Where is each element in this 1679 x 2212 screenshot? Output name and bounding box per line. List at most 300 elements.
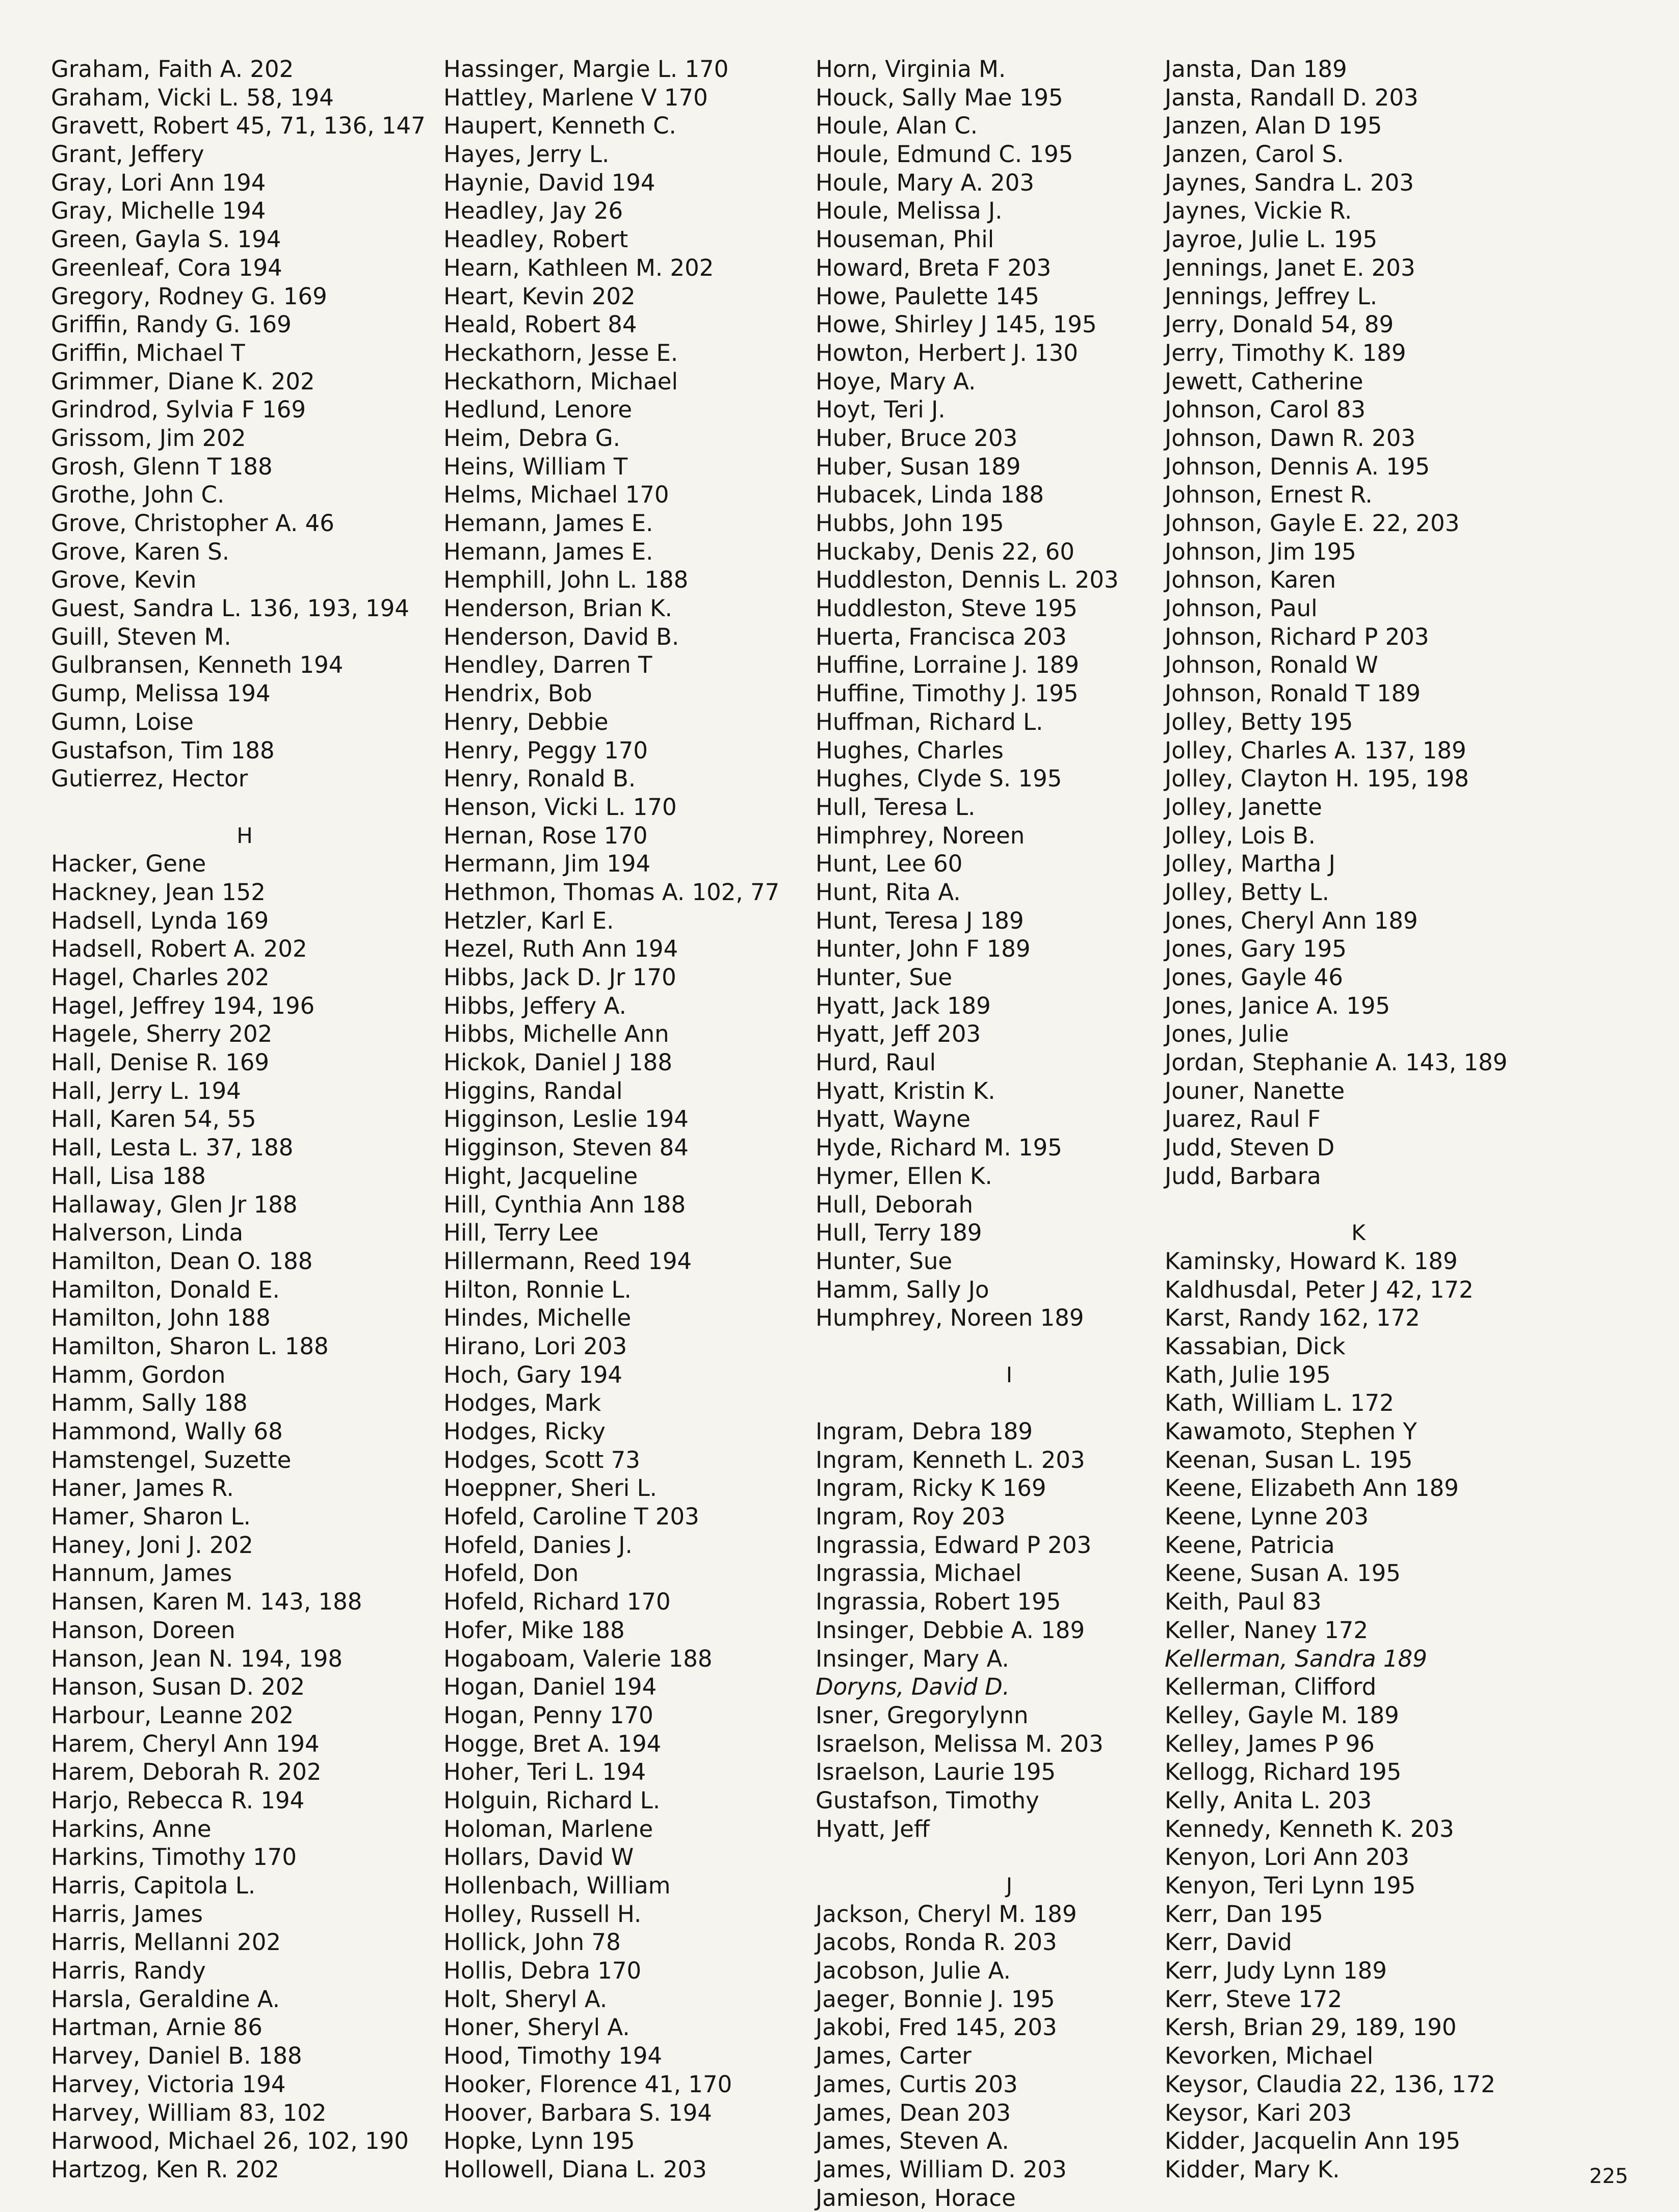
index-entry: Isner, Gregorylynn xyxy=(816,1701,1029,1729)
index-entry: Keene, Patricia xyxy=(1165,1531,1335,1559)
spacer xyxy=(1165,1191,1552,1219)
index-entry: Johnson, Karen xyxy=(1165,566,1336,594)
index-entry: Henry, Debbie xyxy=(443,708,609,735)
index-entry: Ingrassia, Edward P 203 xyxy=(816,1531,1092,1559)
index-entry: Ingrassia, Michael xyxy=(816,1560,1022,1587)
index-entry: Higginson, Steven 84 xyxy=(443,1134,689,1162)
index-entry: Harkins, Timothy 170 xyxy=(51,1844,297,1871)
index-entry: Hanson, Jean N. 194, 198 xyxy=(51,1645,343,1672)
index-entry: Hogge, Bret A. 194 xyxy=(443,1730,662,1757)
index-entry: Hearn, Kathleen M. 202 xyxy=(443,254,714,281)
index-entry: Heart, Kevin 202 xyxy=(443,282,636,310)
index-entry: Gravett, Robert 45, 71, 136, 147 xyxy=(51,112,426,140)
index-entry: Hendrix, Bob xyxy=(443,680,592,707)
index-entry: Himphrey, Noreen xyxy=(816,822,1025,849)
index-entry: Greenleaf, Cora 194 xyxy=(51,254,282,281)
index-entry: Jordan, Stephanie A. 143, 189 xyxy=(1165,1049,1508,1076)
index-entry: Jouner, Nanette xyxy=(1165,1077,1345,1104)
index-entry: Keller, Naney 172 xyxy=(1165,1616,1369,1644)
index-entry: Judd, Barbara xyxy=(1165,1162,1321,1190)
index-entry: Israelson, Laurie 195 xyxy=(816,1758,1056,1786)
index-entry: James, Steven A. xyxy=(816,2127,1009,2155)
index-entry: Hagele, Sherry 202 xyxy=(51,1020,273,1048)
index-entry: Houck, Sally Mae 195 xyxy=(816,84,1063,111)
index-entry: Hoover, Barbara S. 194 xyxy=(443,2099,712,2126)
index-entry: Hollenbach, William xyxy=(443,1872,671,1899)
index-entry: Jaynes, Sandra L. 203 xyxy=(1165,169,1414,196)
index-entry: Judd, Steven D xyxy=(1165,1134,1335,1162)
index-entry: Gumn, Loise xyxy=(51,708,194,735)
index-entry: Holoman, Marlene xyxy=(443,1815,653,1842)
index-entry: Hickok, Daniel J 188 xyxy=(443,1049,672,1076)
index-entry: Holley, Russell H. xyxy=(443,1900,642,1928)
index-entry: Hollars, David W xyxy=(443,1844,634,1871)
spacer xyxy=(816,1843,1203,1872)
index-entry: Keenan, Susan L. 195 xyxy=(1165,1446,1413,1473)
index-entry: Graham, Vicki L. 58, 194 xyxy=(51,84,334,111)
index-entry: Hurd, Raul xyxy=(816,1049,936,1076)
index-entry: Hoyt, Teri J. xyxy=(816,396,946,424)
index-entry: Harwood, Michael 26, 102, 190 xyxy=(51,2127,409,2155)
index-entry: Honer, Sheryl A. xyxy=(443,2014,630,2041)
index-entry: Haynie, David 194 xyxy=(443,169,655,196)
index-entry: Hyatt, Wayne xyxy=(816,1105,970,1133)
index-entry: Hall, Denise R. 169 xyxy=(51,1049,269,1076)
index-entry: Higginson, Leslie 194 xyxy=(443,1105,689,1133)
index-entry: Hirano, Lori 203 xyxy=(443,1332,627,1360)
index-entry: Heckathorn, Michael xyxy=(443,367,678,395)
index-entry: Hyatt, Kristin K. xyxy=(816,1077,995,1104)
index-entry: Kawamoto, Stephen Y xyxy=(1165,1418,1417,1445)
index-entry: Huerta, Francisca 203 xyxy=(816,623,1067,650)
index-entry: Hyatt, Jeff xyxy=(816,1815,930,1842)
index-entry: Jolley, Janette xyxy=(1165,793,1322,821)
index-entry: Ingrassia, Robert 195 xyxy=(816,1588,1061,1616)
index-entry: Hansen, Karen M. 143, 188 xyxy=(51,1588,362,1616)
index-entry: Ingram, Roy 203 xyxy=(816,1503,1006,1531)
index-entry: Jamieson, Horace xyxy=(816,2184,1016,2211)
section-letter-heading: J xyxy=(1006,1873,1013,1898)
index-entry: Hight, Jacqueline xyxy=(443,1162,638,1190)
index-entry: Hamilton, Donald E. xyxy=(51,1276,280,1303)
index-entry: Hall, Jerry L. 194 xyxy=(51,1077,241,1104)
index-column-1 xyxy=(51,55,438,2184)
index-entry: Harjo, Rebecca R. 194 xyxy=(51,1786,305,1814)
index-entry: Gregory, Rodney G. 169 xyxy=(51,282,327,310)
index-entry: Hemphill, John L. 188 xyxy=(443,566,689,594)
index-entry: Hilton, Ronnie L. xyxy=(443,1276,632,1303)
index-entry: Henderson, David B. xyxy=(443,623,679,650)
index-entry: Jerry, Timothy K. 189 xyxy=(1165,339,1406,366)
index-entry: Jones, Julie xyxy=(1165,1020,1289,1048)
index-entry: Harris, Mellanni 202 xyxy=(51,1929,281,1956)
index-entry: Jones, Janice A. 195 xyxy=(1165,992,1391,1019)
index-entry: Hallaway, Glen Jr 188 xyxy=(51,1191,298,1218)
index-entry: Grimmer, Diane K. 202 xyxy=(51,367,315,395)
index-entry: Huffine, Timothy J. 195 xyxy=(816,680,1079,707)
index-entry: Haney, Joni J. 202 xyxy=(51,1531,253,1559)
index-entry: Ingram, Ricky K 169 xyxy=(816,1474,1046,1502)
index-entry: Kath, Julie 195 xyxy=(1165,1361,1331,1388)
index-entry: Jolley, Betty L. xyxy=(1165,878,1329,906)
index-entry: Keysor, Claudia 22, 136, 172 xyxy=(1165,2070,1496,2098)
index-entry: Heim, Debra G. xyxy=(443,424,620,452)
index-entry: Headley, Jay 26 xyxy=(443,197,623,225)
index-entry: Houle, Mary A. 203 xyxy=(816,169,1035,196)
page-number: 225 xyxy=(1589,2165,1629,2188)
index-entry: Hunter, John F 189 xyxy=(816,935,1031,963)
index-entry: Hall, Lisa 188 xyxy=(51,1162,206,1190)
index-entry: Hassinger, Margie L. 170 xyxy=(443,56,729,83)
spacer xyxy=(816,1389,1203,1417)
index-entry: Jolley, Betty 195 xyxy=(1165,708,1353,735)
index-entry: Hunter, Sue xyxy=(816,1247,953,1275)
index-entry: Kellogg, Richard 195 xyxy=(1165,1758,1402,1786)
index-entry: Hagel, Charles 202 xyxy=(51,964,270,991)
index-entry: Holguin, Richard L. xyxy=(443,1786,661,1814)
index-entry: Jewett, Catherine xyxy=(1165,367,1363,395)
index-entry: Hattley, Marlene V 170 xyxy=(443,84,708,111)
index-entry: Jayroe, Julie L. 195 xyxy=(1165,226,1378,253)
index-entry: Johnson, Jim 195 xyxy=(1165,538,1356,565)
spacer xyxy=(816,1332,1203,1361)
index-entry: Insinger, Debbie A. 189 xyxy=(816,1616,1085,1644)
index-entry: Hunt, Lee 60 xyxy=(816,850,963,878)
index-entry: Kath, William L. 172 xyxy=(1165,1389,1394,1417)
index-entry: Harris, Randy xyxy=(51,1957,206,1985)
index-entry: Hamm, Gordon xyxy=(51,1361,226,1388)
index-entry: Hofeld, Richard 170 xyxy=(443,1588,671,1616)
index-entry: Hibbs, Michelle Ann xyxy=(443,1020,669,1048)
index-entry: Doryns, David D. xyxy=(816,1673,1010,1701)
index-entry: Hamilton, Dean O. 188 xyxy=(51,1247,313,1275)
index-entry: Ingram, Debra 189 xyxy=(816,1418,1033,1445)
index-entry: James, Curtis 203 xyxy=(816,2070,1018,2098)
index-entry: Israelson, Melissa M. 203 xyxy=(816,1730,1104,1757)
index-entry: Johnson, Dennis A. 195 xyxy=(1165,453,1430,480)
index-entry: Howe, Shirley J 145, 195 xyxy=(816,311,1097,338)
index-entry: Johnson, Richard P 203 xyxy=(1165,623,1429,650)
index-entry: Hemann, James E. xyxy=(443,510,653,537)
section-letter-heading: I xyxy=(1006,1362,1013,1387)
index-entry: Insinger, Mary A. xyxy=(816,1645,1009,1672)
index-entry: Juarez, Raul F xyxy=(1165,1105,1321,1133)
index-entry: Jolley, Lois B. xyxy=(1165,822,1316,849)
index-entry: Hood, Timothy 194 xyxy=(443,2042,663,2070)
index-entry: Gulbransen, Kenneth 194 xyxy=(51,651,344,679)
index-entry: Grindrod, Sylvia F 169 xyxy=(51,396,306,424)
index-entry: Hogan, Penny 170 xyxy=(443,1701,653,1729)
index-entry: Kelly, Anita L. 203 xyxy=(1165,1786,1372,1814)
index-entry: Hannum, James xyxy=(51,1560,232,1587)
index-entry: Grove, Karen S. xyxy=(51,538,230,565)
index-entry: Hughes, Charles xyxy=(816,736,1004,764)
index-entry: Kennedy, Kenneth K. 203 xyxy=(1165,1815,1454,1842)
index-entry: Hall, Lesta L. 37, 188 xyxy=(51,1134,294,1162)
index-entry: Huber, Bruce 203 xyxy=(816,424,1018,452)
index-entry: Hamilton, John 188 xyxy=(51,1304,271,1332)
index-entry: Jones, Gayle 46 xyxy=(1165,964,1343,991)
index-entry: Heins, William T xyxy=(443,453,628,480)
index-entry: Jolley, Martha J xyxy=(1165,850,1335,878)
index-entry: Kevorken, Michael xyxy=(1165,2042,1374,2070)
index-entry: Johnson, Dawn R. 203 xyxy=(1165,424,1415,452)
index-entry: Haner, James R. xyxy=(51,1474,234,1502)
index-entry: Henson, Vicki L. 170 xyxy=(443,793,677,821)
index-entry: Hedlund, Lenore xyxy=(443,396,633,424)
index-entry: Keene, Elizabeth Ann 189 xyxy=(1165,1474,1459,1502)
index-entry: Grove, Kevin xyxy=(51,566,197,594)
index-entry: Hayes, Jerry L. xyxy=(443,141,610,168)
index-entry: Hezel, Ruth Ann 194 xyxy=(443,935,678,963)
index-entry: Hubacek, Linda 188 xyxy=(816,481,1044,509)
index-entry: Hartman, Arnie 86 xyxy=(51,2014,263,2041)
index-entry: Hofer, Mike 188 xyxy=(443,1616,625,1644)
index-entry: Hadsell, Robert A. 202 xyxy=(51,935,307,963)
index-entry: Jones, Cheryl Ann 189 xyxy=(1165,907,1418,934)
index-entry: Jennings, Janet E. 203 xyxy=(1165,254,1415,281)
index-entry: Hamer, Sharon L. xyxy=(51,1503,251,1531)
index-entry: Jones, Gary 195 xyxy=(1165,935,1347,963)
index-entry: Johnson, Ronald T 189 xyxy=(1165,680,1421,707)
index-column-2 xyxy=(443,55,831,2184)
index-entry: Kersh, Brian 29, 189, 190 xyxy=(1165,2014,1457,2041)
index-entry: Gray, Lori Ann 194 xyxy=(51,169,266,196)
index-entry: Hyatt, Jeff 203 xyxy=(816,1020,981,1048)
index-entry: Hamm, Sally Jo xyxy=(816,1276,989,1303)
index-entry: Hagel, Jeffrey 194, 196 xyxy=(51,992,315,1019)
index-entry: Hernan, Rose 170 xyxy=(443,822,648,849)
index-entry: Henry, Ronald B. xyxy=(443,765,636,793)
index-entry: Hull, Teresa L. xyxy=(816,793,976,821)
index-entry: Hollick, John 78 xyxy=(443,1929,621,1956)
index-entry: Hogan, Daniel 194 xyxy=(443,1673,657,1701)
index-entry: Howe, Paulette 145 xyxy=(816,282,1040,310)
index-entry: Hartzog, Ken R. 202 xyxy=(51,2155,279,2183)
index-entry: James, Carter xyxy=(816,2042,972,2070)
index-entry: Johnson, Carol 83 xyxy=(1165,396,1366,424)
index-entry: Hofeld, Caroline T 203 xyxy=(443,1503,699,1531)
index-entry: Hethmon, Thomas A. 102, 77 xyxy=(443,878,780,906)
index-entry: Jennings, Jeffrey L. xyxy=(1165,282,1378,310)
index-entry: Jakobi, Fred 145, 203 xyxy=(816,2014,1057,2041)
index-entry: Harbour, Leanne 202 xyxy=(51,1701,294,1729)
index-entry: Ingram, Kenneth L. 203 xyxy=(816,1446,1085,1473)
index-entry: Jansta, Randall D. 203 xyxy=(1165,84,1419,111)
index-entry: Jaynes, Vickie R. xyxy=(1165,197,1352,225)
index-entry: Hanson, Doreen xyxy=(51,1616,235,1644)
section-letter-heading: K xyxy=(1351,1220,1366,1246)
index-entry: Kerr, Judy Lynn 189 xyxy=(1165,1957,1387,1985)
index-entry: Hooker, Florence 41, 170 xyxy=(443,2070,732,2098)
spacer xyxy=(51,793,438,822)
index-entry: Kassabian, Dick xyxy=(1165,1332,1346,1360)
index-entry: Harsla, Geraldine A. xyxy=(51,1985,280,2013)
index-entry: Gutierrez, Hector xyxy=(51,765,248,793)
index-entry: Harem, Cheryl Ann 194 xyxy=(51,1730,320,1757)
index-entry: Johnson, Ernest R. xyxy=(1165,481,1373,509)
index-entry: Jaeger, Bonnie J. 195 xyxy=(816,1985,1055,2013)
index-entry: Huckaby, Denis 22, 60 xyxy=(816,538,1074,565)
index-entry: Hibbs, Jack D. Jr 170 xyxy=(443,964,676,991)
index-entry: Houle, Edmund C. 195 xyxy=(816,141,1073,168)
index-entry: Hofeld, Don xyxy=(443,1560,579,1587)
index-entry: Graham, Faith A. 202 xyxy=(51,56,294,83)
index-entry: Keith, Paul 83 xyxy=(1165,1588,1322,1616)
index-entry: Hammond, Wally 68 xyxy=(51,1418,283,1445)
index-entry: Johnson, Gayle E. 22, 203 xyxy=(1165,510,1460,537)
index-entry: Hanson, Susan D. 202 xyxy=(51,1673,305,1701)
index-entry: Hollowell, Diana L. 203 xyxy=(443,2155,707,2183)
index-entry: Keene, Susan A. 195 xyxy=(1165,1560,1401,1587)
index-entry: Jackson, Cheryl M. 189 xyxy=(816,1900,1077,1928)
index-entry: Keysor, Kari 203 xyxy=(1165,2099,1352,2126)
index-entry: Kerr, Dan 195 xyxy=(1165,1900,1323,1928)
index-entry: Grosh, Glenn T 188 xyxy=(51,453,273,480)
index-entry: Johnson, Paul xyxy=(1165,595,1318,622)
index-entry: James, William D. 203 xyxy=(816,2155,1067,2183)
index-entry: Gump, Melissa 194 xyxy=(51,680,271,707)
index-entry: Hamilton, Sharon L. 188 xyxy=(51,1332,329,1360)
index-entry: Harem, Deborah R. 202 xyxy=(51,1758,322,1786)
index-entry: Hogaboam, Valerie 188 xyxy=(443,1645,713,1672)
index-entry: Grothe, John C. xyxy=(51,481,225,509)
index-entry: Jansta, Dan 189 xyxy=(1165,56,1347,83)
index-entry: Hetzler, Karl E. xyxy=(443,907,614,934)
index-entry: Hermann, Jim 194 xyxy=(443,850,651,878)
index-entry: Houle, Melissa J. xyxy=(816,197,1003,225)
index-entry: Headley, Robert xyxy=(443,226,628,253)
index-entry: Henderson, Brian K. xyxy=(443,595,672,622)
index-column-4 xyxy=(1165,55,1552,2184)
index-entry: Kerr, Steve 172 xyxy=(1165,1985,1343,2013)
index-entry: Hamm, Sally 188 xyxy=(51,1389,248,1417)
index-entry: Hoeppner, Sheri L. xyxy=(443,1474,657,1502)
index-entry: Hunter, Sue xyxy=(816,964,953,991)
index-entry: Hindes, Michelle xyxy=(443,1304,632,1332)
index-entry: Kidder, Jacquelin Ann 195 xyxy=(1165,2127,1461,2155)
index-entry: Holt, Sheryl A. xyxy=(443,1985,608,2013)
index-entry: Heald, Robert 84 xyxy=(443,311,637,338)
index-entry: Kaminsky, Howard K. 189 xyxy=(1165,1247,1458,1275)
index-entry: Kaldhusdal, Peter J 42, 172 xyxy=(1165,1276,1474,1303)
index-entry: Huddleston, Steve 195 xyxy=(816,595,1078,622)
index-entry: Halverson, Linda xyxy=(51,1219,244,1247)
index-entry: Karst, Randy 162, 172 xyxy=(1165,1304,1420,1332)
index-entry: Huddleston, Dennis L. 203 xyxy=(816,566,1119,594)
index-entry: Howard, Breta F 203 xyxy=(816,254,1052,281)
section-letter-heading: H xyxy=(237,823,253,848)
index-entry: Jerry, Donald 54, 89 xyxy=(1165,311,1394,338)
index-entry: Gustafson, Timothy xyxy=(816,1786,1039,1814)
index-entry: Houseman, Phil xyxy=(816,226,994,253)
index-entry: Jacobs, Ronda R. 203 xyxy=(816,1929,1057,1956)
index-entry: Hollis, Debra 170 xyxy=(443,1957,642,1985)
index-entry: Harkins, Anne xyxy=(51,1815,212,1842)
index-entry: Hillermann, Reed 194 xyxy=(443,1247,692,1275)
index-entry: Hackney, Jean 152 xyxy=(51,878,266,906)
index-entry: Howton, Herbert J. 130 xyxy=(816,339,1078,366)
index-entry: Hyatt, Jack 189 xyxy=(816,992,991,1019)
index-entry: Hyde, Richard M. 195 xyxy=(816,1134,1062,1162)
index-entry: Hoch, Gary 194 xyxy=(443,1361,623,1388)
index-entry: Grissom, Jim 202 xyxy=(51,424,246,452)
index-entry: Hodges, Mark xyxy=(443,1389,601,1417)
index-entry: Jolley, Charles A. 137, 189 xyxy=(1165,736,1466,764)
index-entry: Hull, Terry 189 xyxy=(816,1219,982,1247)
index-entry: Kidder, Mary K. xyxy=(1165,2155,1340,2183)
index-entry: Janzen, Alan D 195 xyxy=(1165,112,1382,140)
index-entry: Humphrey, Noreen 189 xyxy=(816,1304,1084,1332)
index-entry: Horn, Virginia M. xyxy=(816,56,1006,83)
index-entry: Heckathorn, Jesse E. xyxy=(443,339,678,366)
index-entry: Hoye, Mary A. xyxy=(816,367,976,395)
index-entry: Hodges, Scott 73 xyxy=(443,1446,640,1473)
index-entry: Harris, Capitola L. xyxy=(51,1872,256,1899)
index-entry: James, Dean 203 xyxy=(816,2099,1011,2126)
index-entry: Harvey, Victoria 194 xyxy=(51,2070,286,2098)
index-entry: Janzen, Carol S. xyxy=(1165,141,1344,168)
index-entry: Hughes, Clyde S. 195 xyxy=(816,765,1062,793)
index-entry: Kellerman, Clifford xyxy=(1165,1673,1377,1701)
index-entry: Hibbs, Jeffery A. xyxy=(443,992,626,1019)
index-entry: Higgins, Randal xyxy=(443,1077,623,1104)
index-entry: Henry, Peggy 170 xyxy=(443,736,648,764)
index-entry: Kenyon, Lori Ann 203 xyxy=(1165,1844,1409,1871)
index-entry: Griffin, Michael T xyxy=(51,339,245,366)
index-entry: Hoher, Teri L. 194 xyxy=(443,1758,646,1786)
index-entry: Hodges, Ricky xyxy=(443,1418,606,1445)
index-entry: Hymer, Ellen K. xyxy=(816,1162,992,1190)
index-entry: Kenyon, Teri Lynn 195 xyxy=(1165,1872,1416,1899)
index-entry: Hadsell, Lynda 169 xyxy=(51,907,269,934)
index-entry: Huffine, Lorraine J. 189 xyxy=(816,651,1080,679)
index-entry: Haupert, Kenneth C. xyxy=(443,112,676,140)
index-entry: Kelley, James P 96 xyxy=(1165,1730,1375,1757)
index-entry: Guill, Steven M. xyxy=(51,623,231,650)
index-entry: Kelley, Gayle M. 189 xyxy=(1165,1701,1399,1729)
index-entry: Gray, Michelle 194 xyxy=(51,197,266,225)
index-entry: Jolley, Clayton H. 195, 198 xyxy=(1165,765,1469,793)
index-entry: Huber, Susan 189 xyxy=(816,453,1021,480)
index-entry: Huffman, Richard L. xyxy=(816,708,1043,735)
index-entry: Hill, Cynthia Ann 188 xyxy=(443,1191,686,1218)
index-entry: Hacker, Gene xyxy=(51,850,206,878)
index-entry: Gustafson, Tim 188 xyxy=(51,736,275,764)
index-entry: Hamstengel, Suzette xyxy=(51,1446,292,1473)
index-entry: Hemann, James E. xyxy=(443,538,653,565)
index-entry: Hunt, Teresa J 189 xyxy=(816,907,1024,934)
index-entry: Keene, Lynne 203 xyxy=(1165,1503,1369,1531)
index-entry: Hendley, Darren T xyxy=(443,651,652,679)
index-entry: Guest, Sandra L. 136, 193, 194 xyxy=(51,595,409,622)
index-entry: Hall, Karen 54, 55 xyxy=(51,1105,256,1133)
index-entry: Griffin, Randy G. 169 xyxy=(51,311,292,338)
index-entry: Harvey, Daniel B. 188 xyxy=(51,2042,302,2070)
index-entry: Grant, Jeffery xyxy=(51,141,204,168)
index-entry: Harris, James xyxy=(51,1900,203,1928)
index-entry: Hofeld, Danies J. xyxy=(443,1531,633,1559)
index-entry: Harvey, William 83, 102 xyxy=(51,2099,327,2126)
index-entry: Hull, Deborah xyxy=(816,1191,974,1218)
index-entry: Kerr, David xyxy=(1165,1929,1292,1956)
index-entry: Hunt, Rita A. xyxy=(816,878,961,906)
index-entry: Grove, Christopher A. 46 xyxy=(51,510,334,537)
index-entry: Kellerman, Sandra 189 xyxy=(1165,1645,1427,1672)
index-entry: Hopke, Lynn 195 xyxy=(443,2127,635,2155)
index-entry: Johnson, Ronald W xyxy=(1165,651,1378,679)
index-entry: Hubbs, John 195 xyxy=(816,510,1004,537)
